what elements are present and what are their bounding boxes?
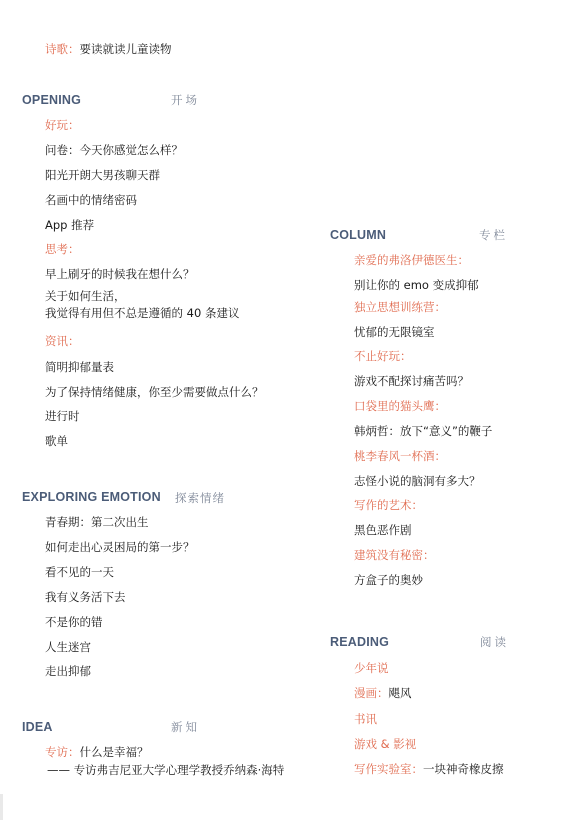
- list-item[interactable]: 早上刷牙的时候我在想什么？: [45, 267, 195, 281]
- list-item[interactable]: 阳光开朗大男孩聊天群: [45, 168, 160, 182]
- column-label: 亲爱的弗洛伊德医生：: [354, 253, 469, 267]
- interview-entry[interactable]: [45, 744, 149, 760]
- list-item[interactable]: 进行时: [45, 409, 80, 423]
- reading-label: 游戏 & 影视: [354, 737, 417, 751]
- idea-heading: IDEA: [22, 720, 53, 734]
- interview-subtitle: —— 专访弗吉尼亚大学心理学教授乔纳森·海特: [47, 763, 285, 777]
- list-item[interactable]: 名画中的情绪密码: [45, 193, 137, 207]
- reading-heading: READING: [330, 635, 390, 649]
- reading-heading-cn: 阅读: [480, 635, 509, 649]
- reading-label: 漫画：: [354, 686, 389, 700]
- think-label: 思考：: [45, 242, 80, 256]
- interview-label: 专访：: [45, 745, 80, 759]
- list-item[interactable]: 简明抑郁量表: [45, 360, 114, 374]
- exploring-heading: EXPLORING EMOTION: [22, 490, 161, 504]
- reading-title: 飓风: [388, 686, 412, 700]
- list-item[interactable]: 问卷：今天你感觉怎么样？: [45, 143, 183, 157]
- list-item[interactable]: 人生迷宫: [45, 640, 91, 654]
- reading-item[interactable]: [354, 660, 389, 676]
- list-item[interactable]: 为了保持情绪健康，你至少需要做点什么？: [45, 385, 264, 399]
- list-item[interactable]: 歌单: [45, 434, 68, 448]
- column-title[interactable]: 韩炳哲：放下“意义”的鞭子: [354, 424, 493, 438]
- list-item-line1[interactable]: 关于如何生活，: [45, 289, 126, 303]
- list-item[interactable]: 不是你的错: [45, 615, 103, 629]
- list-item[interactable]: 走出抑郁: [45, 664, 91, 678]
- reading-item[interactable]: [354, 685, 412, 701]
- reading-item[interactable]: [354, 761, 504, 777]
- column-label: 独立思想训练营：: [354, 300, 446, 314]
- page-edge-divider: [0, 794, 3, 820]
- idea-heading-cn: 新知: [171, 720, 200, 734]
- exploring-heading-cn: 探索情绪: [175, 491, 225, 505]
- fun-label: 好玩：: [45, 118, 80, 132]
- list-item[interactable]: 我有义务活下去: [45, 590, 126, 604]
- column-title[interactable]: 游戏不配探讨痛苦吗？: [354, 374, 469, 388]
- poetry-entry[interactable]: [45, 41, 172, 57]
- column-label: 口袋里的猫头鹰：: [354, 399, 446, 413]
- column-label: 桃李春风一杯酒：: [354, 449, 446, 463]
- opening-heading: OPENING: [22, 93, 82, 107]
- interview-title: 什么是幸福？: [79, 745, 149, 759]
- reading-item[interactable]: [354, 711, 377, 727]
- list-item[interactable]: 看不见的一天: [45, 565, 114, 579]
- column-heading-cn: 专栏: [479, 228, 508, 242]
- reading-label: 写作实验室：: [354, 762, 423, 776]
- reading-title: 一块神奇橡皮擦: [423, 762, 504, 776]
- poetry-title: 要读就读儿童读物: [79, 42, 172, 56]
- column-label: 写作的艺术：: [354, 498, 423, 512]
- column-label: 不止好玩：: [354, 349, 412, 363]
- info-label: 资讯：: [45, 334, 80, 348]
- column-title[interactable]: 忧郁的无限镜室: [354, 325, 435, 339]
- column-heading: COLUMN: [330, 228, 387, 242]
- list-item[interactable]: 如何走出心灵困局的第一步？: [45, 540, 195, 554]
- opening-heading-cn: 开场: [171, 93, 200, 107]
- column-title[interactable]: 别让你的 emo 变成抑郁: [354, 278, 479, 292]
- column-title[interactable]: 方盒子的奥妙: [354, 573, 423, 587]
- reading-label: 书讯: [354, 712, 377, 726]
- column-title[interactable]: 黑色恶作剧: [354, 523, 412, 537]
- list-item[interactable]: App 推荐: [45, 218, 95, 232]
- column-title[interactable]: 志怪小说的脑洞有多大？: [354, 474, 481, 488]
- reading-label: 少年说: [354, 661, 389, 675]
- list-item-line2[interactable]: 我觉得有用但不总是遵循的 40 条建议: [45, 306, 240, 320]
- list-item[interactable]: 青春期：第二次出生: [45, 515, 149, 529]
- poetry-label: 诗歌：: [45, 42, 80, 56]
- column-label: 建筑没有秘密：: [354, 548, 435, 562]
- reading-item[interactable]: [354, 736, 416, 752]
